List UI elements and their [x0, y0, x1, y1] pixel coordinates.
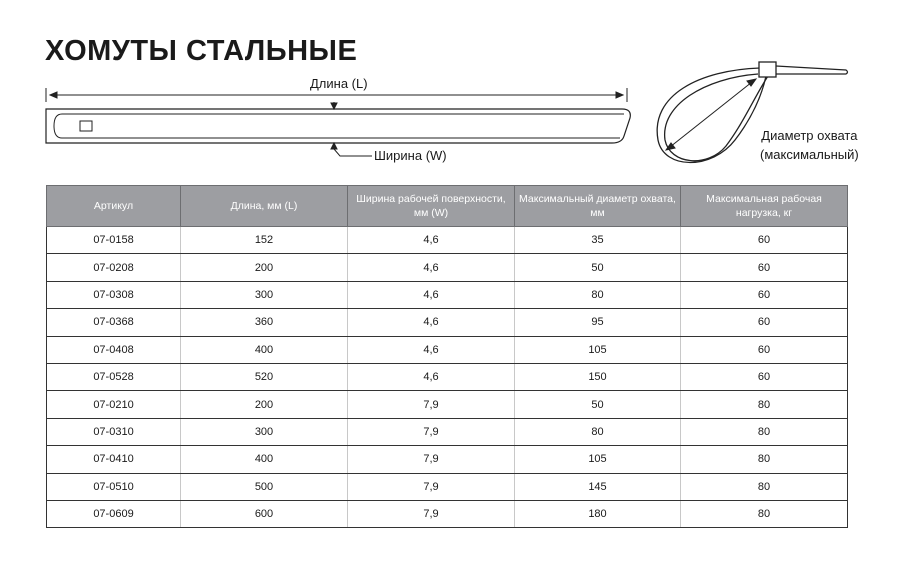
table-cell: 07-0410	[47, 446, 181, 473]
table-row	[47, 227, 848, 254]
table-cell: 400	[181, 336, 348, 363]
diameter-label-line1: Диаметр охвата	[761, 128, 858, 143]
table-cell: 07-0158	[47, 227, 181, 254]
table-row	[47, 336, 848, 363]
table-cell: 400	[181, 446, 348, 473]
table-cell: 7,9	[348, 446, 515, 473]
table-cell: 105	[515, 446, 681, 473]
table-cell: 300	[181, 418, 348, 445]
table-cell: 4,6	[348, 227, 515, 254]
table-cell: 60	[681, 336, 848, 363]
table-cell: 4,6	[348, 363, 515, 390]
table-cell: 152	[181, 227, 348, 254]
table-cell: 7,9	[348, 391, 515, 418]
column-header: Максимальная рабочая нагрузка, кг	[681, 186, 848, 227]
table-cell: 80	[681, 500, 848, 527]
table-cell: 07-0368	[47, 309, 181, 336]
table-cell: 60	[681, 309, 848, 336]
table-header-row	[47, 186, 848, 227]
table-cell: 520	[181, 363, 348, 390]
table-cell: 07-0609	[47, 500, 181, 527]
table-cell: 50	[515, 254, 681, 281]
table-cell: 7,9	[348, 500, 515, 527]
table-cell: 360	[181, 309, 348, 336]
table-row	[47, 500, 848, 527]
table-cell: 105	[515, 336, 681, 363]
table-cell: 80	[681, 473, 848, 500]
table-cell: 80	[681, 418, 848, 445]
table-cell: 180	[515, 500, 681, 527]
table-cell: 80	[681, 391, 848, 418]
table-cell: 07-0528	[47, 363, 181, 390]
page-title: ХОМУТЫ СТАЛЬНЫЕ	[45, 35, 358, 67]
table-cell: 200	[181, 391, 348, 418]
table-cell: 80	[681, 446, 848, 473]
table-cell: 07-0510	[47, 473, 181, 500]
table-cell: 07-0308	[47, 281, 181, 308]
table-cell: 4,6	[348, 309, 515, 336]
table-cell: 4,6	[348, 281, 515, 308]
table-row	[47, 446, 848, 473]
table-cell: 07-0210	[47, 391, 181, 418]
table-row	[47, 418, 848, 445]
table-cell: 60	[681, 281, 848, 308]
table-row	[47, 254, 848, 281]
table-cell: 07-0310	[47, 418, 181, 445]
steel-tie-straight-icon	[46, 109, 630, 143]
table-cell: 300	[181, 281, 348, 308]
table-row	[47, 473, 848, 500]
table-cell: 60	[681, 254, 848, 281]
table-cell: 600	[181, 500, 348, 527]
table-cell: 35	[515, 227, 681, 254]
table-cell: 500	[181, 473, 348, 500]
table-cell: 7,9	[348, 473, 515, 500]
table-cell: 60	[681, 363, 848, 390]
table-cell: 145	[515, 473, 681, 500]
table-cell: 80	[515, 418, 681, 445]
table-cell: 200	[181, 254, 348, 281]
table-row	[47, 391, 848, 418]
table-cell: 07-0408	[47, 336, 181, 363]
table-cell: 4,6	[348, 254, 515, 281]
table-cell: 80	[515, 281, 681, 308]
table-cell: 50	[515, 391, 681, 418]
table-row	[47, 363, 848, 390]
length-label: Длина (L)	[310, 76, 368, 91]
column-header: Ширина рабочей поверхности, мм (W)	[348, 186, 515, 227]
diameter-indicator	[666, 79, 756, 150]
diameter-label-line2: (максимальный)	[760, 147, 859, 162]
table-cell: 95	[515, 309, 681, 336]
column-header: Артикул	[47, 186, 181, 227]
column-header: Длина, мм (L)	[181, 186, 348, 227]
table-row	[47, 281, 848, 308]
width-label: Ширина (W)	[374, 148, 447, 163]
table-cell: 07-0208	[47, 254, 181, 281]
table-cell: 7,9	[348, 418, 515, 445]
diameter-label	[760, 126, 859, 164]
table-cell: 150	[515, 363, 681, 390]
table-cell: 4,6	[348, 336, 515, 363]
table-cell: 60	[681, 227, 848, 254]
table-row	[47, 309, 848, 336]
specs-table	[46, 185, 848, 528]
column-header: Максимальный диаметр охвата, мм	[515, 186, 681, 227]
